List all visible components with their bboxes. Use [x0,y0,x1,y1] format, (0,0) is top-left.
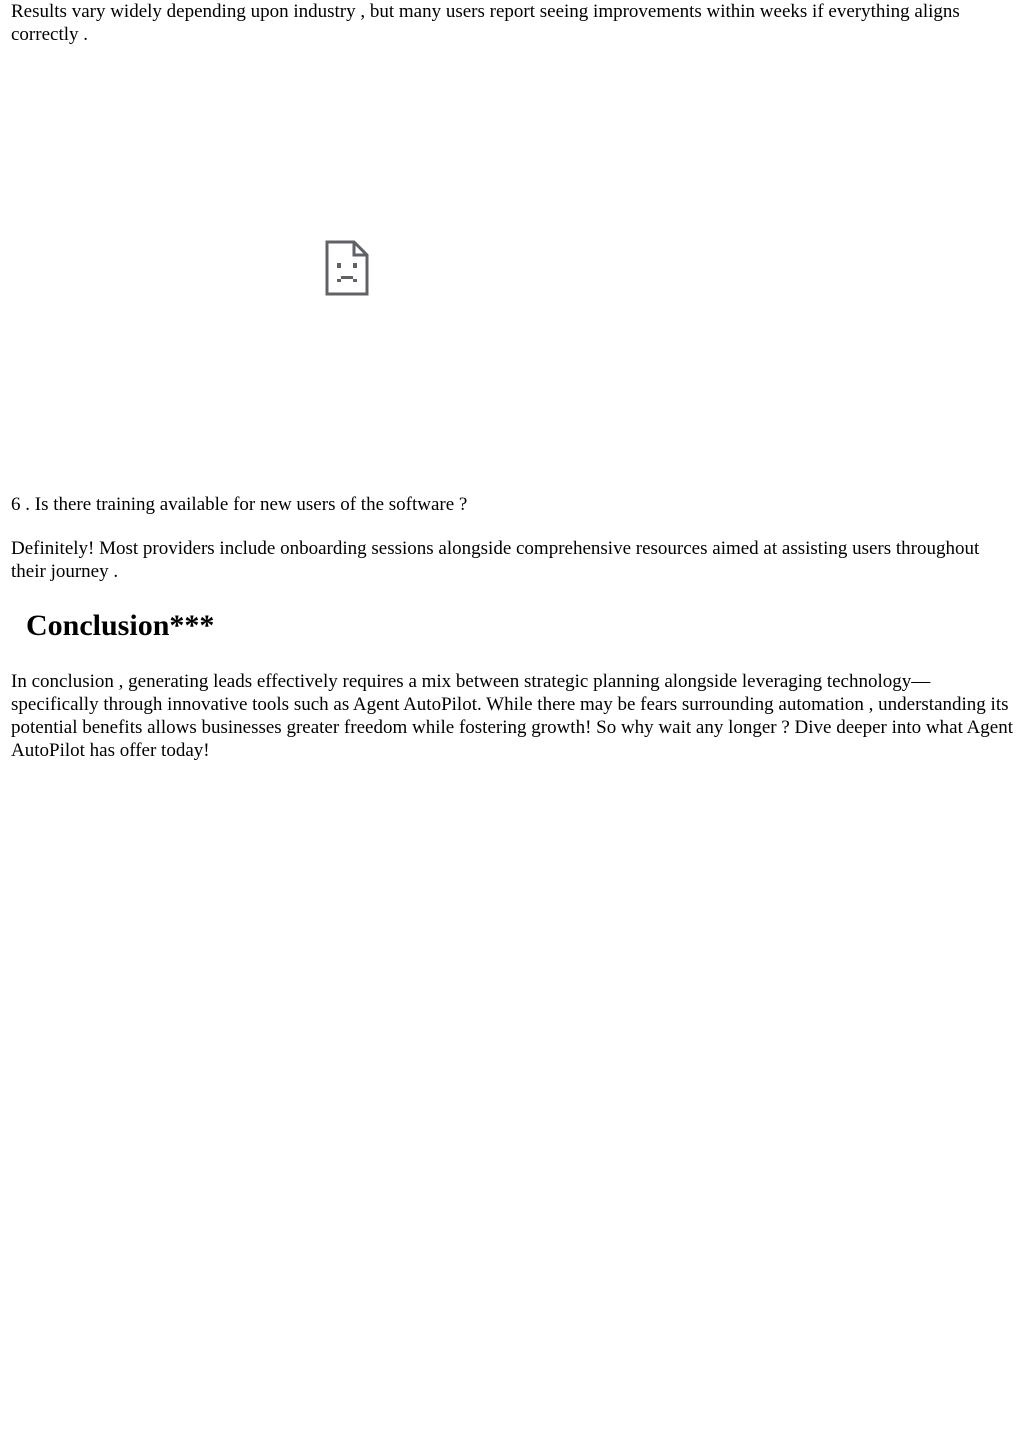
faq-question-6: 6 . Is there training available for new users of the software ? [11,494,468,515]
faq-answer-6: Definitely! Most providers include onboarding sessions alongside comprehensive resources aimed at assisting users throughout their journey . [11,538,980,582]
broken-image-icon [324,239,370,297]
conclusion-paragraph: In conclusion , generating leads effectively requires a mix between strategic planning alongside leveraging technology—specifically through innovative tools such as Agent AutoPilot. While there may be fears surrounding automation , understanding its potential benefits allows businesses greater freedom while fostering growth! So why wait any longer ? Dive deeper into what Agent AutoPilot has offer today! [11,671,1013,761]
article-image [11,58,681,478]
intro-paragraph: Results vary widely depending upon industry , but many users report seeing improvements within weeks if everything aligns correctly . [11,1,960,45]
conclusion-heading: Conclusion*** [26,609,215,642]
